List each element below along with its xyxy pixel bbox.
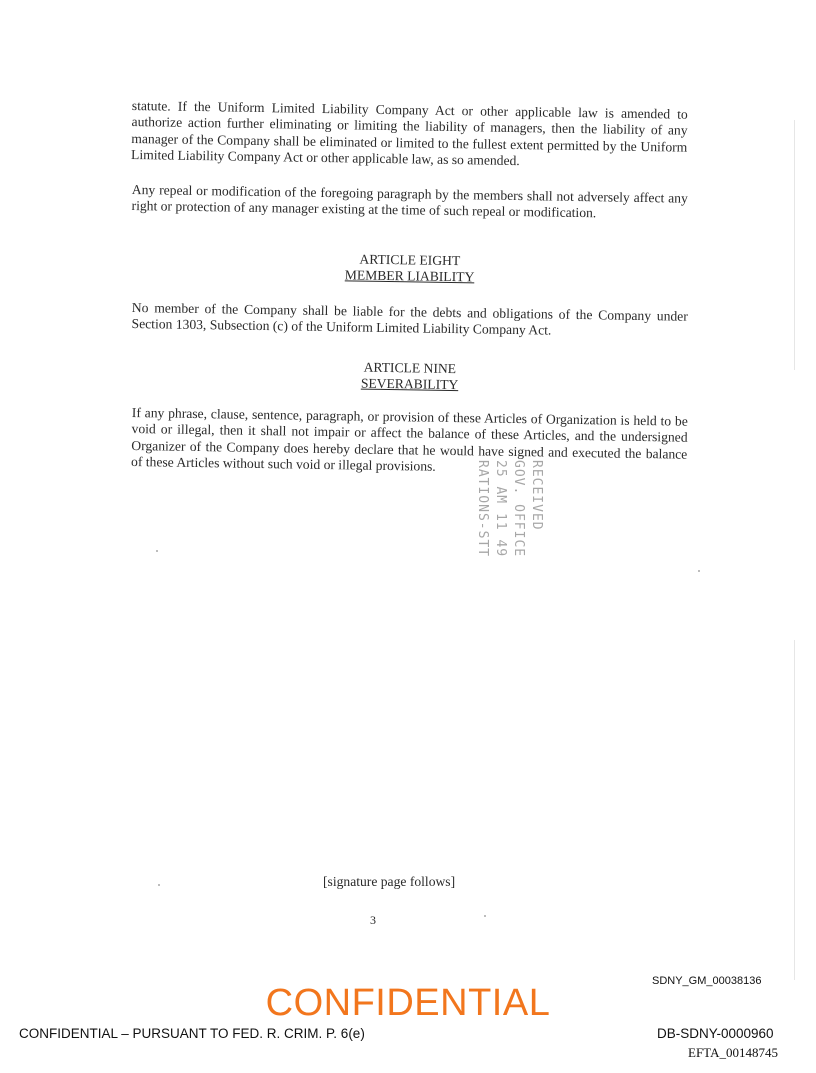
paragraph-severability: If any phrase, clause, sentence, paragraph, or provision of these Articles of Organization is held to be void or illegal, then it shall not impair or affect the balance of these Articles, and the undersigned Organizer of the Company does hereby declare that he would have signed and executed the balance of these Articles without such void or illegal provisions.: [130, 405, 688, 474]
scan-edge-artifact: [794, 120, 795, 370]
page-number: 3: [370, 913, 376, 927]
article-eight-subtitle: MEMBER LIABILITY: [344, 267, 475, 285]
article-nine-subtitle: SEVERABILITY: [360, 376, 459, 393]
signature-page-note: [signature page follows]: [323, 874, 456, 889]
confidential-notice: CONFIDENTIAL – PURSUANT TO FED. R. CRIM. P. 6(e): [19, 1026, 365, 1041]
article-eight-title: ARTICLE EIGHT: [359, 251, 461, 269]
scan-speck: [156, 550, 158, 552]
paragraph-member-liability: No member of the Company shall be liable for the debts and obligations of the Company under Section 1303, Subsection (c) of the Uniform Limited Liability Company Act.: [131, 300, 688, 338]
scan-speck: [698, 570, 700, 572]
stamp-line: 25 AM 11 49: [493, 460, 508, 558]
bates-number-sdny-gm: SDNY_GM_00038136: [652, 975, 762, 987]
scan-speck: [158, 884, 160, 886]
stamp-line: RATIONS-STT: [475, 460, 490, 558]
article-eight-heading: [131, 248, 687, 290]
article-nine-heading: [131, 356, 687, 398]
paragraph-repeal: Any repeal or modification of the foregoing paragraph by the members shall not adversely affect any right or protection of any manager existing at the time of such repeal or modification.: [131, 182, 688, 221]
bates-number-db-sdny: DB-SDNY-0000960: [657, 1026, 774, 1041]
scan-edge-artifact: [794, 640, 795, 980]
stamp-line: RECEIVED: [529, 460, 544, 531]
paragraph-statute: statute. If the Uniform Limited Liability Company Act or other applicable law is amended to authorize action further eliminating or limiting the liability of managers, then the liability of any manager of the Company shall be eliminated or limited to the fullest extent permitted by the Uniform Limited Liability Company Act or other applicable law, as so amended.: [130, 98, 688, 169]
received-stamp: [425, 460, 545, 570]
stamp-line: GOV. OFFICE: [511, 460, 526, 558]
confidential-watermark: CONFIDENTIAL: [265, 982, 551, 1024]
article-nine-title: ARTICLE NINE: [363, 359, 457, 377]
scan-speck: [484, 915, 486, 917]
efta-number: EFTA_00148745: [688, 1045, 778, 1060]
